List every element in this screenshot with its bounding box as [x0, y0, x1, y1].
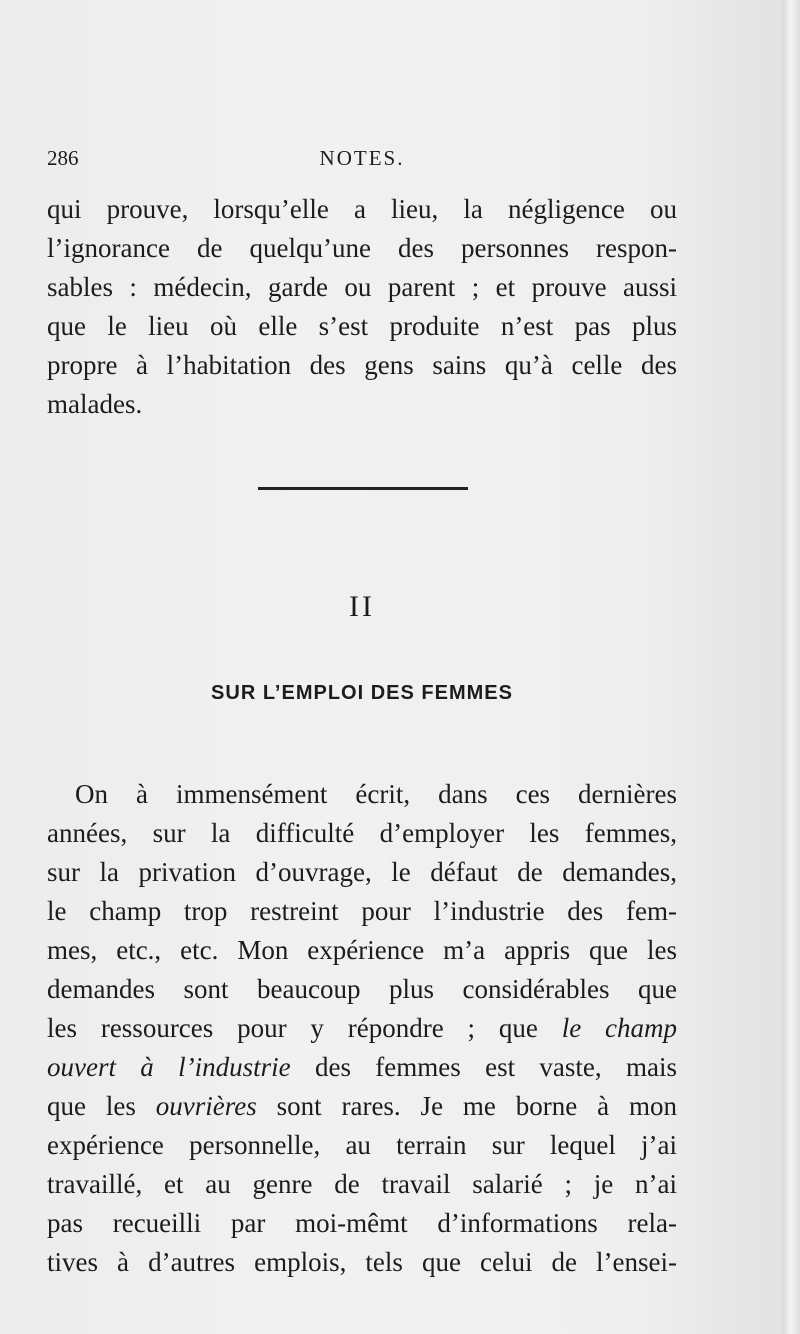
- text-span: des femmes est vaste, mais: [314, 1052, 677, 1082]
- italic-text: le champ: [561, 1013, 677, 1043]
- paragraph-body: [47, 775, 677, 1282]
- text-line: pas recueilli par moi-mêmt d’informations rela-: [47, 1208, 677, 1238]
- page-edge: [782, 0, 800, 1334]
- text-line: sur la privation d’ouvrage, le défaut de demandes,: [47, 857, 677, 887]
- running-head: [47, 146, 677, 176]
- text-line: demandes sont beaucoup plus considérables que: [47, 974, 677, 1004]
- text-line: propre à l’habitation des gens sains qu’à celle des: [47, 350, 677, 380]
- section-divider-rule: [258, 487, 468, 490]
- italic-text: ouvert à l’industrie: [47, 1052, 291, 1082]
- text-line: années, sur la difficulté d’employer les femmes,: [47, 818, 677, 848]
- text-line: l’ignorance de quelqu’une des personnes respon-: [47, 233, 677, 263]
- text-line: sables : médecin, garde ou parent ; et prouve aussi: [47, 272, 677, 302]
- text-span: les ressources pour y répondre ; que: [47, 1013, 538, 1043]
- italic-text: ouvrières: [155, 1091, 257, 1121]
- text-line: [47, 1048, 677, 1087]
- text-line: malades.: [47, 389, 143, 419]
- text-span: que les: [47, 1091, 136, 1121]
- text-line: mes, etc., etc. Mon expérience m’a appris que les: [47, 935, 677, 965]
- paragraph-continuation: [47, 190, 677, 424]
- text-line: que le lieu où elle s’est produite n’est pas plus: [47, 311, 677, 341]
- text-line: expérience personnelle, au terrain sur lequel j’ai: [47, 1130, 677, 1160]
- running-head-title: NOTES.: [319, 146, 405, 170]
- text-line: tives à d’autres emplois, tels que celui de l’ensei-: [47, 1247, 677, 1277]
- text-line: travaillé, et au genre de travail salarié ; je n’ai: [47, 1169, 677, 1199]
- text-line: le champ trop restreint pour l’industrie des fem-: [47, 896, 677, 926]
- page-number: 286: [47, 146, 79, 170]
- text-line: [47, 1009, 677, 1048]
- section-number: II: [349, 590, 375, 623]
- text-line: qui prouve, lorsqu’elle a lieu, la négligence ou: [47, 194, 677, 224]
- section-title: SUR L’EMPLOI DES FEMMES: [211, 682, 513, 704]
- text-span: sont rares. Je me borne à mon: [276, 1091, 677, 1121]
- text-line: [47, 1087, 677, 1126]
- text-line: On à immensément écrit, dans ces dernières: [75, 779, 677, 809]
